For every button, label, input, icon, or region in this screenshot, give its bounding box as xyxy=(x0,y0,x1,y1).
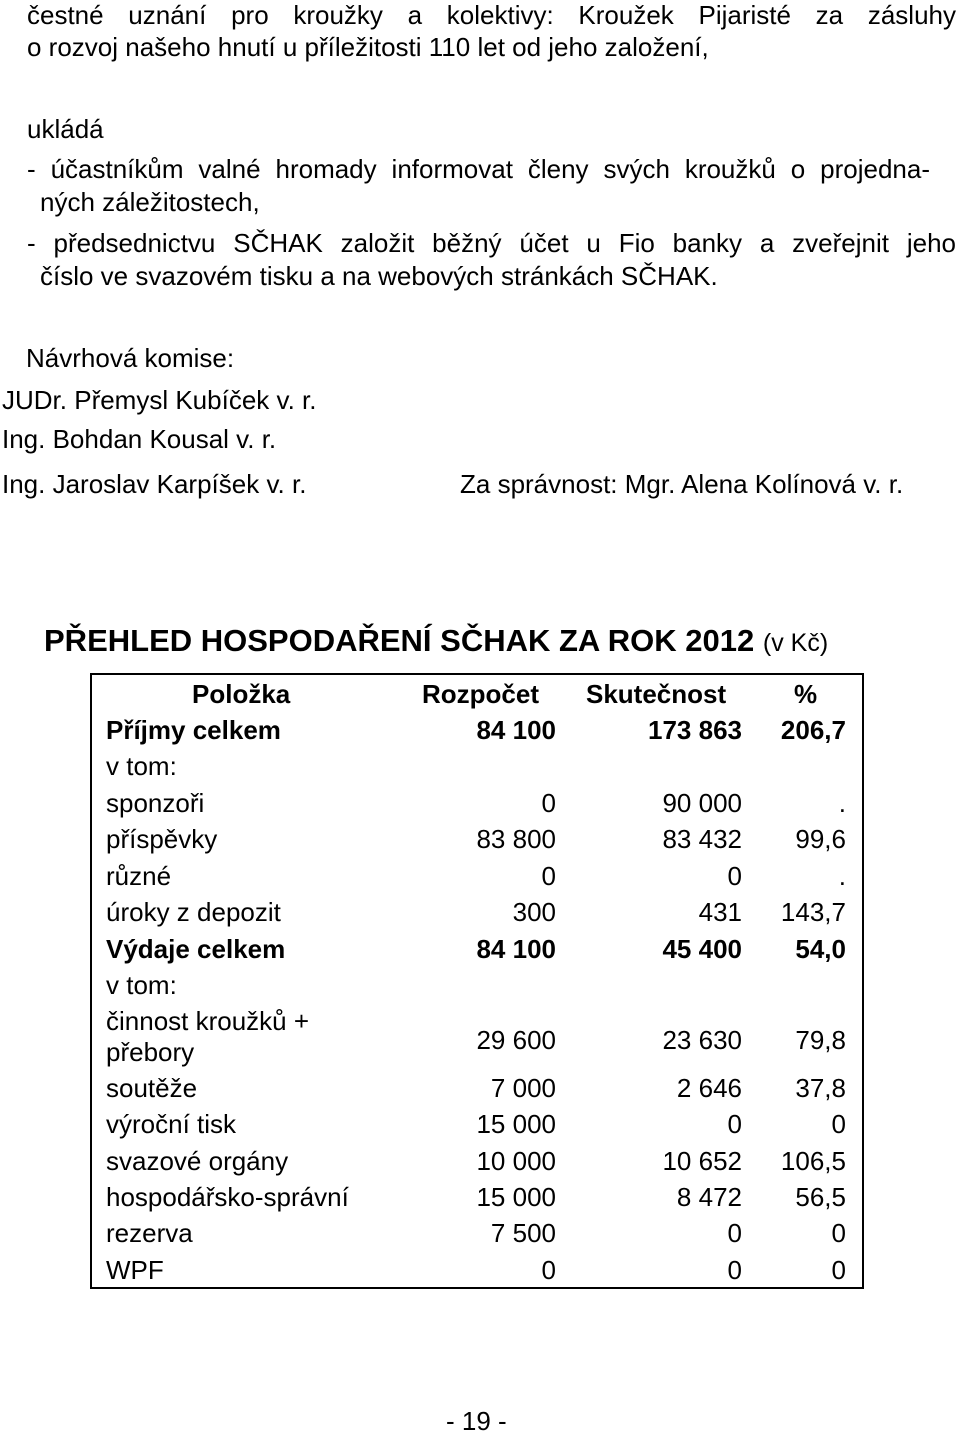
cell-pct: 79,8 xyxy=(795,1025,846,1055)
cell-item: hospodářsko-správní xyxy=(106,1182,349,1212)
cell-pct: 37,8 xyxy=(795,1073,846,1103)
committee-member: Ing. Bohdan Kousal v. r. xyxy=(2,424,277,454)
verified-by: Za správnost: Mgr. Alena Kolínová v. r. xyxy=(460,469,904,499)
cell-pct: . xyxy=(838,861,846,891)
report-unit: (v Kč) xyxy=(762,629,829,657)
cell-budget: 84 100 xyxy=(476,934,556,964)
cell-item: výroční tisk xyxy=(106,1109,237,1139)
cell-item: úroky z depozit xyxy=(106,897,281,927)
cell-actual: 0 xyxy=(727,861,742,891)
col-header-pct: % xyxy=(794,679,818,709)
paragraph-line: o rozvoj našeho hnutí u příležitosti 110 let od jeho založení, xyxy=(27,32,709,62)
cell-item: WPF xyxy=(106,1255,164,1285)
cell-item: Příjmy celkem xyxy=(106,715,281,745)
cell-actual: 431 xyxy=(698,897,742,927)
col-header-budget: Rozpočet xyxy=(422,679,539,709)
col-header-item: Položka xyxy=(192,679,291,709)
cell-item: příspěvky xyxy=(106,824,218,854)
page-number: - 19 - xyxy=(446,1406,507,1436)
cell-actual: 23 630 xyxy=(662,1025,742,1055)
cell-pct: 99,6 xyxy=(795,824,846,854)
bullet-line: ných záležitostech, xyxy=(40,187,260,217)
cell-actual: 10 652 xyxy=(662,1146,742,1176)
cell-budget: 15 000 xyxy=(476,1182,556,1212)
cell-budget: 15 000 xyxy=(476,1109,556,1139)
cell-budget: 0 xyxy=(541,788,556,818)
cell-pct: 206,7 xyxy=(780,715,846,745)
finance-table xyxy=(90,673,864,1289)
ukl-text: ukládá xyxy=(27,114,104,144)
cell-budget: 29 600 xyxy=(476,1025,556,1055)
cell-pct: 0 xyxy=(831,1255,846,1285)
cell-item: soutěže xyxy=(106,1073,198,1103)
cell-item: v tom: xyxy=(106,970,177,1000)
cell-budget: 0 xyxy=(541,861,556,891)
cell-budget: 7 500 xyxy=(490,1218,556,1248)
cell-actual: 173 863 xyxy=(648,715,742,745)
cell-pct: . xyxy=(838,788,846,818)
cell-actual: 0 xyxy=(727,1109,742,1139)
cell-budget: 7 000 xyxy=(490,1073,556,1103)
committee-title: Návrhová komise: xyxy=(26,343,235,373)
cell-actual: 83 432 xyxy=(662,824,742,854)
cell-item: činnost kroužků + přebory xyxy=(106,1006,310,1068)
cell-actual: 45 400 xyxy=(662,934,742,964)
cell-budget: 84 100 xyxy=(476,715,556,745)
cell-item: různé xyxy=(106,861,172,891)
cell-pct: 0 xyxy=(831,1218,846,1248)
bullet-line: číslo ve svazovém tisku a na webových stránkách SČHAK. xyxy=(40,261,718,291)
cell-item: v tom: xyxy=(106,751,177,781)
cell-budget: 10 000 xyxy=(476,1146,556,1176)
cell-pct: 0 xyxy=(831,1109,846,1139)
report-title-text: PŘEHLED HOSPODAŘENÍ SČHAK ZA ROK 2012 xyxy=(44,623,755,658)
cell-budget: 83 800 xyxy=(476,824,556,854)
cell-pct: 54,0 xyxy=(795,934,846,964)
bullet-line: - předsednictvu SČHAK založit běžný účet u Fio banky a zveřejnit jeho xyxy=(27,228,956,258)
cell-item: svazové orgány xyxy=(106,1146,289,1176)
cell-budget: 0 xyxy=(541,1255,556,1285)
cell-item: sponzoři xyxy=(106,788,205,818)
committee-member: JUDr. Přemysl Kubíček v. r. xyxy=(2,385,317,415)
cell-actual: 0 xyxy=(727,1255,742,1285)
col-header-actual: Skutečnost xyxy=(586,679,727,709)
cell-actual: 0 xyxy=(727,1218,742,1248)
cell-budget: 300 xyxy=(512,897,556,927)
paragraph-line: čestné uznání pro kroužky a kolektivy: Kroužek Pijaristé za zásluhy xyxy=(27,0,956,30)
cell-item: rezerva xyxy=(106,1218,193,1248)
cell-actual: 90 000 xyxy=(662,788,742,818)
cell-pct: 56,5 xyxy=(795,1182,846,1212)
bullet-line: - účastníkům valné hromady informovat členy svých kroužků o projedna- xyxy=(27,154,930,184)
committee-member: Ing. Jaroslav Karpíšek v. r. xyxy=(2,469,307,499)
cell-actual: 2 646 xyxy=(676,1073,742,1103)
cell-actual: 8 472 xyxy=(676,1182,742,1212)
cell-pct: 106,5 xyxy=(780,1146,846,1176)
cell-pct: 143,7 xyxy=(780,897,846,927)
table-row xyxy=(92,1006,862,1071)
cell-item: Výdaje celkem xyxy=(106,934,286,964)
report-title xyxy=(44,623,828,659)
